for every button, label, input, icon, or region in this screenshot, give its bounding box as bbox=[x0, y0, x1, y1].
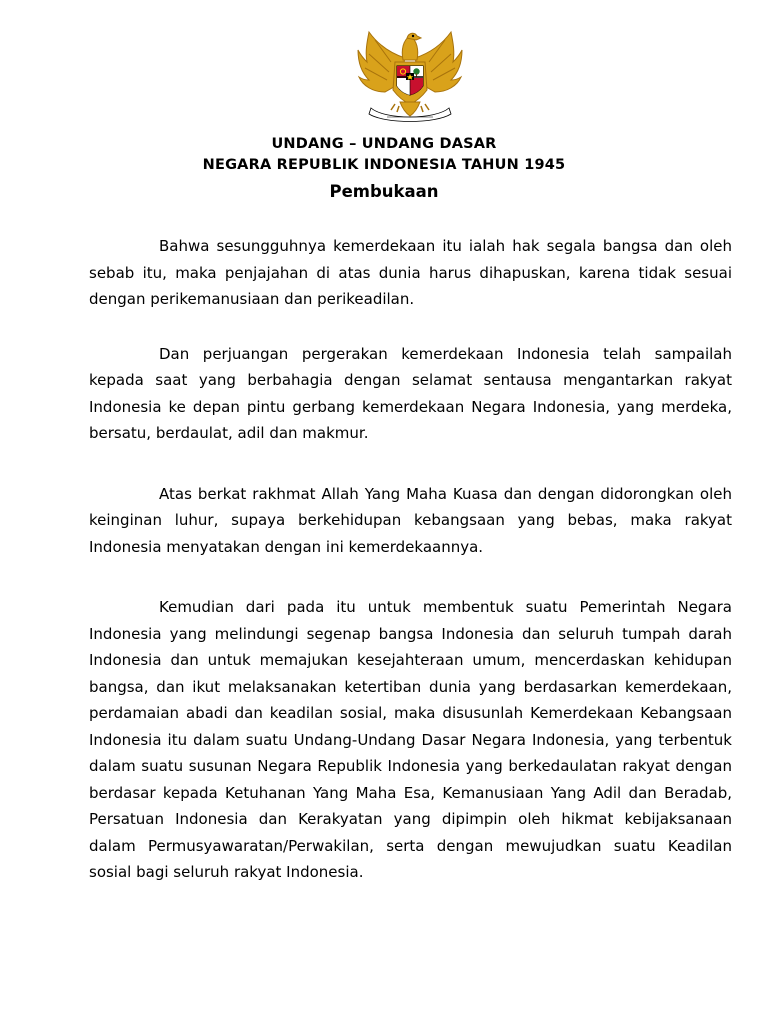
paragraph-4: Kemudian dari pada itu untuk membentuk suatu Pemerintah Negara Indonesia yang melindungi segenap bangsa Indonesia dan seluruh tumpah darah Indonesia dan untuk memajukan kesejahteraan umum, mencerdaskan kehidupan bangsa, dan ikut melaksanakan ketertiban dunia yang berdasarkan kemerdekaan, perdamaian abadi dan keadilan sosial, maka disusunlah Kemerdekaan Kebangsaan Indonesia itu dalam suatu Undang-Undang Dasar Negara Indonesia, yang terbentuk dalam suatu susunan Negara Republik Indonesia yang berkedaulatan rakyat dengan berdasar kepada Ketuhanan Yang Maha Esa, Kemanusiaan Yang Adil dan Beradab, Persatuan Indonesia dan Kerakyatan yang dipimpin oleh hikmat kebijaksanaan dalam Permusyawaratan/Perwakilan, serta dengan mewujudkan suatu Keadilan sosial bagi seluruh rakyat Indonesia. bbox=[89, 598, 732, 881]
garuda-pancasila-icon bbox=[355, 28, 465, 124]
title-line-1: UNDANG – UNDANG DASAR bbox=[271, 136, 497, 152]
paragraph-2: Dan perjuangan pergerakan kemerdekaan Indonesia telah sampailah kepada saat yang berbahagia dengan selamat sentausa mengantarkan rakyat Indonesia ke depan pintu gerbang kemerdekaan Negara Indonesia, yang merdeka, bersatu, berdaulat, adil dan makmur. bbox=[89, 344, 732, 442]
section-title: Pembukaan bbox=[329, 182, 439, 201]
preamble-body bbox=[89, 233, 732, 886]
document-header bbox=[0, 134, 768, 205]
paragraph-3: Atas berkat rakhmat Allah Yang Maha Kuasa dan dengan didorongkan oleh keinginan luhur, supaya berkehidupan kebangsaan yang bebas, maka rakyat Indonesia menyatakan dengan ini kemerdekaannya. bbox=[89, 484, 732, 556]
title-line-2: NEGARA REPUBLIK INDONESIA TAHUN 1945 bbox=[202, 157, 566, 173]
paragraph-1: Bahwa sesungguhnya kemerdekaan itu ialah hak segala bangsa dan oleh sebab itu, maka penjajahan di atas dunia harus dihapuskan, karena tidak sesuai dengan perikemanusiaan dan perikeadilan. bbox=[89, 237, 732, 308]
